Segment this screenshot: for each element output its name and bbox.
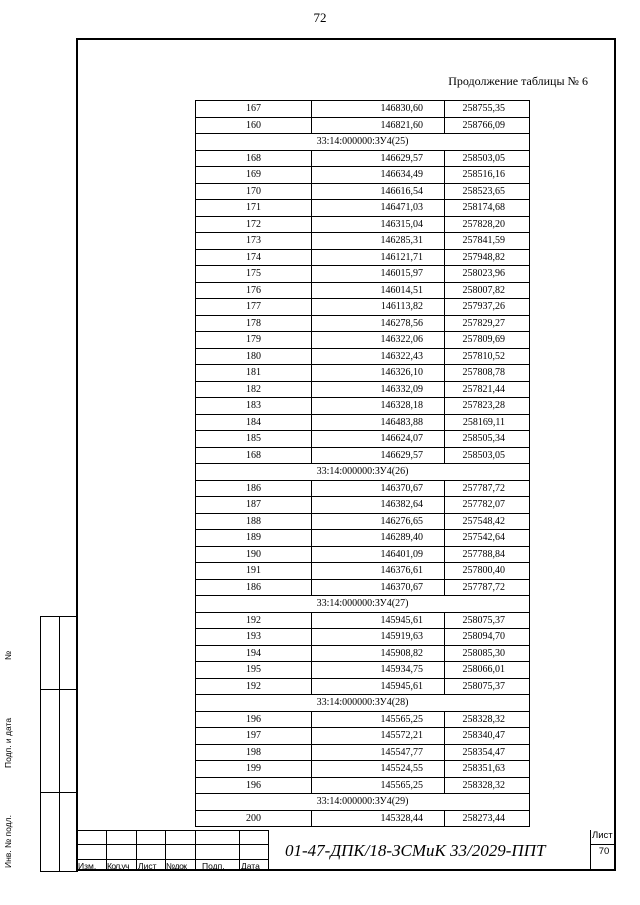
point-number-cell: 186 [196,480,312,497]
document-code: 01-47-ДПК/18-ЗСМиК 33/2029-ППТ [285,841,546,860]
point-number-cell: 175 [196,266,312,283]
y-coordinate-cell: 258516,16 [445,167,530,184]
x-coordinate-cell: 146634,49 [312,167,445,184]
y-coordinate-cell: 258174,68 [445,200,530,217]
table-row [196,200,530,217]
point-number-cell: 178 [196,315,312,332]
y-coordinate-cell: 257809,69 [445,332,530,349]
section-header-row [196,794,530,811]
x-coordinate-cell: 146322,43 [312,348,445,365]
table-row [196,249,530,266]
table-row [196,447,530,464]
x-coordinate-cell: 146328,18 [312,398,445,415]
point-number-cell: 196 [196,711,312,728]
x-coordinate-cell: 146285,31 [312,233,445,250]
x-coordinate-cell: 146278,56 [312,315,445,332]
point-number-cell: 176 [196,282,312,299]
y-coordinate-cell: 257548,42 [445,513,530,530]
y-coordinate-cell: 257782,07 [445,497,530,514]
y-coordinate-cell: 258328,32 [445,711,530,728]
point-number-cell: 177 [196,299,312,316]
section-header-row [196,464,530,481]
y-coordinate-cell: 257800,40 [445,563,530,580]
point-number-cell: 174 [196,249,312,266]
point-number-cell: 160 [196,117,312,134]
point-number-cell: 186 [196,579,312,596]
table-row [196,662,530,679]
point-number-cell: 190 [196,546,312,563]
side-stamp-row-line [41,689,78,690]
y-coordinate-cell: 258766,09 [445,117,530,134]
y-coordinate-cell: 258023,96 [445,266,530,283]
y-coordinate-cell: 258169,11 [445,414,530,431]
point-number-cell: 193 [196,629,312,646]
stamp-podp-label: Подп. [202,861,225,871]
table-row [196,183,530,200]
section-header-row [196,596,530,613]
x-coordinate-cell: 145945,61 [312,678,445,695]
x-coordinate-cell: 146370,67 [312,480,445,497]
table-row [196,233,530,250]
side-stamp [3,616,78,872]
point-number-cell: 169 [196,167,312,184]
stamp-koluch-label: Кол.уч [107,861,129,871]
x-coordinate-cell: 146113,82 [312,299,445,316]
table-row [196,167,530,184]
point-number-cell: 188 [196,513,312,530]
y-coordinate-cell: 257810,52 [445,348,530,365]
section-header-cell: 33:14:000000:ЗУ4(25) [196,134,530,151]
y-coordinate-cell: 258075,37 [445,678,530,695]
y-coordinate-cell: 258523,65 [445,183,530,200]
y-coordinate-cell: 258273,44 [445,810,530,827]
title-block-line [76,844,268,845]
point-number-cell: 168 [196,150,312,167]
title-block-line [76,859,268,860]
table-row [196,678,530,695]
point-number-cell: 198 [196,744,312,761]
point-number-cell: 183 [196,398,312,415]
table-row [196,530,530,547]
y-coordinate-cell: 257829,27 [445,315,530,332]
table-row [196,299,530,316]
title-block-divider [136,830,137,871]
side-stamp-divider [59,617,60,871]
table-row [196,761,530,778]
table-row [196,315,530,332]
x-coordinate-cell: 145547,77 [312,744,445,761]
point-number-cell: 179 [196,332,312,349]
x-coordinate-cell: 146483,88 [312,414,445,431]
x-coordinate-cell: 145565,25 [312,711,445,728]
table-row [196,431,530,448]
y-coordinate-cell: 257841,59 [445,233,530,250]
table-row [196,150,530,167]
x-coordinate-cell: 146821,60 [312,117,445,134]
x-coordinate-cell: 146014,51 [312,282,445,299]
table-row [196,398,530,415]
x-coordinate-cell: 145919,63 [312,629,445,646]
point-number-cell: 194 [196,645,312,662]
point-number-cell: 195 [196,662,312,679]
table-row [196,645,530,662]
y-coordinate-cell: 258505,34 [445,431,530,448]
title-block-divider [239,830,240,871]
point-number-cell: 192 [196,678,312,695]
page-number: 72 [313,10,327,25]
table-row [196,101,530,118]
y-coordinate-cell: 257787,72 [445,480,530,497]
title-block-divider [195,830,196,871]
y-coordinate-cell: 258075,37 [445,612,530,629]
y-coordinate-cell: 258755,35 [445,101,530,118]
table-row [196,810,530,827]
point-number-cell: 187 [196,497,312,514]
y-coordinate-cell: 258503,05 [445,447,530,464]
x-coordinate-cell: 146332,09 [312,381,445,398]
y-coordinate-cell: 257937,26 [445,299,530,316]
x-coordinate-cell: 145328,44 [312,810,445,827]
y-coordinate-cell: 258085,30 [445,645,530,662]
point-number-cell: 172 [196,216,312,233]
table-row [196,546,530,563]
x-coordinate-cell: 146289,40 [312,530,445,547]
coordinates-table [195,100,530,827]
x-coordinate-cell: 146015,97 [312,266,445,283]
stamp-izm-label: Изм. [78,861,97,871]
x-coordinate-cell: 146276,65 [312,513,445,530]
point-number-cell: 182 [196,381,312,398]
table-row [196,266,530,283]
table-row [196,497,530,514]
sheet-number: 70 [598,846,610,857]
y-coordinate-cell: 257808,78 [445,365,530,382]
y-coordinate-cell: 257823,28 [445,398,530,415]
point-number-cell: 184 [196,414,312,431]
x-coordinate-cell: 146315,04 [312,216,445,233]
y-coordinate-cell: 257948,82 [445,249,530,266]
table-row [196,480,530,497]
y-coordinate-cell: 258066,01 [445,662,530,679]
x-coordinate-cell: 146471,03 [312,200,445,217]
x-coordinate-cell: 145934,75 [312,662,445,679]
side-label-sign-date: Подп. и дата [3,717,13,768]
x-coordinate-cell: 145572,21 [312,728,445,745]
point-number-cell: 197 [196,728,312,745]
table-row [196,348,530,365]
x-coordinate-cell: 146401,09 [312,546,445,563]
x-coordinate-cell: 146382,64 [312,497,445,514]
point-number-cell: 200 [196,810,312,827]
y-coordinate-cell: 258351,63 [445,761,530,778]
stamp-ndok-label: №док [166,861,187,871]
x-coordinate-cell: 146624,07 [312,431,445,448]
point-number-cell: 189 [196,530,312,547]
section-header-cell: 33:14:000000:ЗУ4(29) [196,794,530,811]
x-coordinate-cell: 146121,71 [312,249,445,266]
side-label-inv-no: Инв. № подл. [3,815,13,868]
x-coordinate-cell: 145524,55 [312,761,445,778]
x-coordinate-cell: 145945,61 [312,612,445,629]
x-coordinate-cell: 146629,57 [312,447,445,464]
table-row [196,282,530,299]
y-coordinate-cell: 257821,44 [445,381,530,398]
sheet-label: Лист [592,830,613,841]
point-number-cell: 180 [196,348,312,365]
point-number-cell: 199 [196,761,312,778]
table-row [196,579,530,596]
point-number-cell: 191 [196,563,312,580]
section-header-row [196,695,530,712]
title-block-divider [268,830,269,871]
table-row [196,777,530,794]
section-header-cell: 33:14:000000:ЗУ4(28) [196,695,530,712]
table-row [196,513,530,530]
section-header-row [196,134,530,151]
stamp-data-label: Дата [241,861,260,871]
point-number-cell: 171 [196,200,312,217]
y-coordinate-cell: 257828,20 [445,216,530,233]
table-row [196,563,530,580]
point-number-cell: 181 [196,365,312,382]
point-number-cell: 167 [196,101,312,118]
y-coordinate-cell: 258007,82 [445,282,530,299]
table-row [196,629,530,646]
title-block-divider [590,830,591,871]
point-number-cell: 192 [196,612,312,629]
point-number-cell: 185 [196,431,312,448]
x-coordinate-cell: 146326,10 [312,365,445,382]
table-row [196,117,530,134]
table-row [196,612,530,629]
y-coordinate-cell: 258094,70 [445,629,530,646]
y-coordinate-cell: 257542,64 [445,530,530,547]
y-coordinate-cell: 258503,05 [445,150,530,167]
title-block-line [76,830,268,831]
x-coordinate-cell: 146370,67 [312,579,445,596]
side-stamp-row-line [41,792,78,793]
x-coordinate-cell: 146322,06 [312,332,445,349]
y-coordinate-cell: 257788,84 [445,546,530,563]
table-row [196,365,530,382]
table-row [196,381,530,398]
y-coordinate-cell: 258328,32 [445,777,530,794]
table-row [196,711,530,728]
point-number-cell: 196 [196,777,312,794]
y-coordinate-cell: 258340,47 [445,728,530,745]
y-coordinate-cell: 258354,47 [445,744,530,761]
point-number-cell: 170 [196,183,312,200]
table-row [196,744,530,761]
x-coordinate-cell: 145908,82 [312,645,445,662]
x-coordinate-cell: 146629,57 [312,150,445,167]
point-number-cell: 168 [196,447,312,464]
y-coordinate-cell: 257787,72 [445,579,530,596]
section-header-cell: 33:14:000000:ЗУ4(27) [196,596,530,613]
x-coordinate-cell: 146616,54 [312,183,445,200]
side-label-no: № [3,650,13,660]
table-row [196,332,530,349]
table-row [196,414,530,431]
point-number-cell: 173 [196,233,312,250]
table-caption: Продолжение таблицы № 6 [448,74,588,88]
title-block-line [590,844,616,845]
x-coordinate-cell: 146376,61 [312,563,445,580]
x-coordinate-cell: 146830,60 [312,101,445,118]
table-row [196,728,530,745]
table-row [196,216,530,233]
stamp-list-label: Лист [138,861,157,871]
x-coordinate-cell: 145565,25 [312,777,445,794]
section-header-cell: 33:14:000000:ЗУ4(26) [196,464,530,481]
